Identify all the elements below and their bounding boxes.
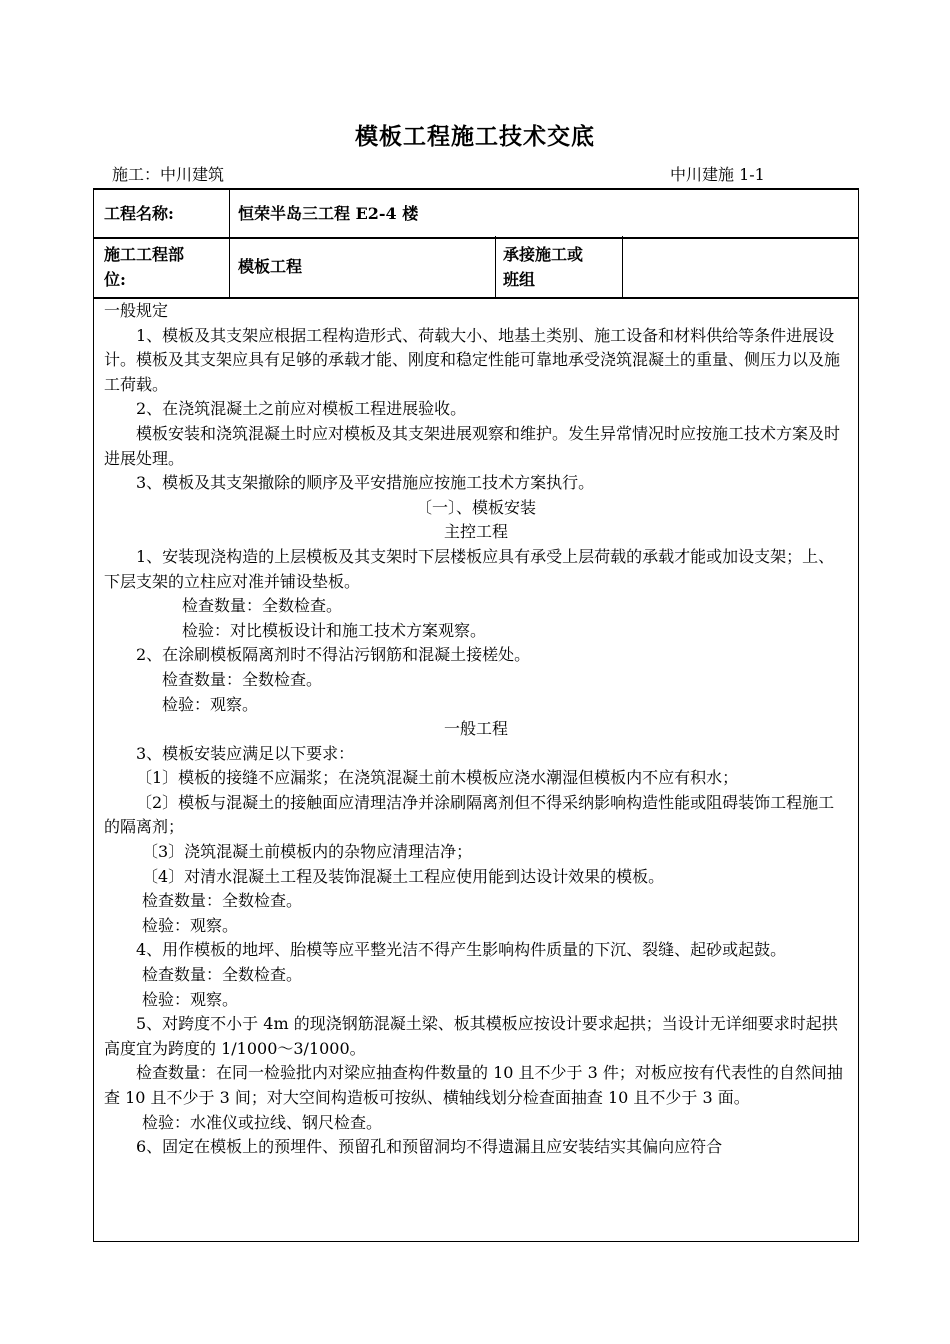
paragraph: 4、用作模板的地坪、胎模等应平整光洁不得产生影响构件质量的下沉、裂缝、起砂或起鼓。 (136, 940, 787, 960)
subsection-heading: 一般工程 (443, 719, 508, 739)
inspection-quantity: 检查数量：全数检查。 (142, 891, 303, 911)
inspection-quantity: 检查数量：全数检查。 (162, 669, 323, 689)
disclosure-table (93, 188, 859, 1242)
construction-part-label-line1: 施工工程部 (104, 244, 185, 264)
inspection-method: 检验：对比模板设计和施工技术方案观察。 (182, 620, 487, 640)
paragraph: 模板安装和浇筑混凝土时应对模板及其支架进展观察和维护。发生异常情况时应按施工技术方案及时进展处理。 (104, 423, 841, 468)
project-name-row (94, 189, 858, 239)
construction-company: 施工：中川建筑 (112, 165, 225, 184)
divider (229, 190, 230, 237)
paragraph: 3、模板及其支架撤除的顺序及平安措施应按施工技术方案执行。 (136, 473, 595, 493)
construction-part-value: 模板工程 (238, 257, 303, 276)
disclosure-content (104, 299, 848, 1160)
paragraph: 1、模板及其支架应根据工程构造形式、荷载大小、地基土类别、施工设备和材料供给等条件进展设计。模板及其支架应具有足够的承载才能、刚度和稳定性能可靠地承受浇筑混凝土的重量、侧压力以及施工荷载。 (104, 325, 841, 394)
team-label-line1: 承接施工或 (503, 244, 584, 264)
subsection-heading: 主控工程 (443, 522, 508, 542)
team-label (503, 236, 621, 297)
list-item: 〔4〕对清水混凝土工程及装饰混凝土工程应使用能到达设计效果的模板。 (142, 866, 665, 886)
divider (495, 236, 496, 297)
paragraph: 2、在涂刷模板隔离剂时不得沾污钢筋和混凝土接槎处。 (136, 645, 531, 665)
paragraph: 1、安装现浇构造的上层模板及其支架时下层楼板应具有承受上层荷载的承载才能或加设支架；上、下层支架的立柱应对准并铺设垫板。 (104, 546, 835, 591)
document-title: 模板工程施工技术交底 (355, 123, 595, 150)
construction-part-label (104, 236, 228, 297)
paragraph: 2、在浇筑混凝土之前应对模板工程进展验收。 (136, 399, 467, 419)
inspection-method: 检验：观察。 (142, 915, 239, 935)
paragraph: 6、固定在模板上的预埋件、预留孔和预留洞均不得遗漏且应安装结实其偏向应符合 (136, 1137, 723, 1157)
construction-part-row (94, 236, 858, 299)
inspection-method: 检验：水准仪或拉线、钢尺检查。 (142, 1112, 383, 1132)
divider (229, 236, 230, 297)
inspection-quantity: 检查数量：全数检查。 (142, 965, 303, 985)
project-name-label: 工程名称: (104, 204, 174, 223)
document-code: 中川建施 1-1 (670, 165, 765, 184)
inspection-method: 检验：观察。 (162, 694, 259, 714)
paragraph: 5、对跨度不小于 4m 的现浇钢筋混凝土梁、板其模板应按设计要求起拱；当设计无详细要求时起拱高度宜为跨度的 1/1000～3/1000。 (104, 1014, 838, 1058)
inspection-method: 检验：观察。 (142, 989, 239, 1009)
list-item: 〔2〕模板与混凝土的接触面应清理洁净并涂刷隔离剂但不得采纳影响构造性能或阻碍装饰工程施工的隔离剂； (104, 792, 835, 837)
list-item: 〔3〕浇筑混凝土前模板内的杂物应清理洁净； (142, 842, 473, 862)
divider (622, 236, 623, 297)
paragraph: 3、模板安装应满足以下要求： (136, 743, 355, 763)
team-value (630, 236, 850, 297)
construction-part-label-line2: 位: (104, 269, 126, 289)
list-item: 〔1〕模板的接缝不应漏浆；在浇筑混凝土前木模板应浇水潮湿但模板内不应有积水； (136, 768, 739, 788)
section-heading: 一般规定 (104, 301, 169, 320)
project-name-value: 恒荣半岛三工程 E2-4 楼 (238, 204, 419, 223)
inspection-quantity: 检查数量：全数检查。 (182, 596, 343, 616)
team-label-line2: 班组 (503, 269, 536, 289)
inspection-quantity: 检查数量：在同一检验批内对梁应抽查构件数量的 10 且不少于 3 件；对板应按有代表性的自然间抽查 10 且不少于 3 间；对大空间构造板可按纵、横轴线划分检查面抽查 10 且不少于 3 面。 (104, 1063, 843, 1107)
section-heading: 〔一〕、模板安装 (415, 497, 536, 517)
